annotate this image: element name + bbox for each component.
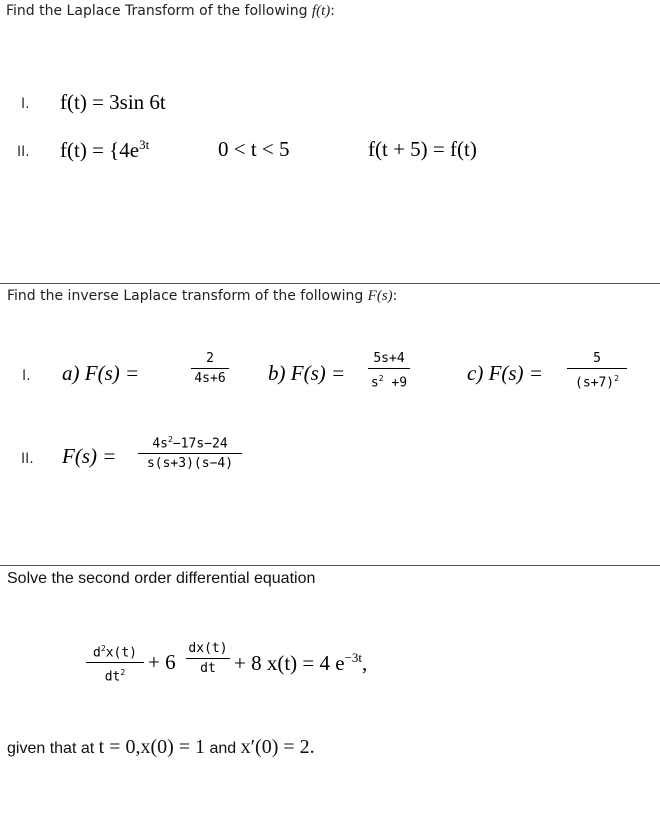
- initial-conditions: given that at t = 0,x(0) = 1 and x′(0) = 2.: [7, 736, 315, 758]
- s1-item1-numeral: I.: [21, 96, 30, 112]
- s1-item2-expression: $f(t) = \{4e^{3t}$: [60, 137, 150, 162]
- s2-part-a-fraction: [191, 351, 229, 386]
- ode-first-derivative: [186, 641, 230, 676]
- s2-part-a-numerator: 2: [206, 351, 214, 366]
- s2-item2-numerator: $4s^2-17s-24$: [152, 435, 228, 452]
- s1-item2-numeral: II.: [17, 144, 30, 160]
- ode-first-derivative-numerator: dx(t): [188, 641, 228, 656]
- s2-item2-fraction: [138, 432, 242, 471]
- s2-part-c-denominator: $(s+7)^2$: [575, 374, 619, 391]
- s2-part-c-numerator: 5: [593, 351, 601, 366]
- s2-part-a-fraction-bar: [191, 368, 229, 369]
- ode-second-derivative: [86, 641, 144, 685]
- section2-heading: Find the inverse Laplace transform of the following F(s):: [7, 288, 398, 304]
- s2-item2-label: F(s) =: [62, 444, 117, 468]
- ode-second-derivative-bar: [86, 662, 144, 663]
- divider-1: [0, 283, 660, 284]
- s1-item2-range: 0 < t < 5: [218, 137, 290, 161]
- section3-heading: Solve the second order differential equation: [7, 570, 316, 587]
- s2-item1-numeral: I.: [22, 368, 31, 384]
- s2-part-b-fraction-bar: [368, 368, 410, 369]
- s2-part-c-fraction-bar: [567, 368, 627, 369]
- s2-part-a-denominator: 4s+6: [194, 371, 226, 386]
- s2-item2-fraction-bar: [138, 453, 242, 454]
- s2-part-c-label: c) F(s) =: [467, 361, 543, 385]
- s2-item2-numeral: II.: [21, 451, 34, 467]
- s1-item2-periodic-condition: f(t + 5) = f(t): [368, 137, 477, 161]
- s2-part-b-denominator: $s^2 +9$: [370, 374, 408, 391]
- s2-item2-denominator: s(s+3)(s−4): [146, 456, 234, 472]
- s2-part-b-numerator: 5s+4: [373, 351, 405, 366]
- section1-heading: Find the Laplace Transform of the following f(t):: [6, 3, 335, 19]
- ode-first-derivative-denominator: dt: [200, 661, 216, 676]
- ode-right-side: + 8 x(t) = 4 $e^{-3t}$,: [234, 650, 368, 675]
- s2-part-a-label: a) F(s) =: [62, 361, 140, 385]
- s2-part-b-fraction: [368, 351, 410, 390]
- s2-part-c-fraction: [567, 351, 627, 390]
- s2-part-b-label: b) F(s) =: [268, 361, 346, 385]
- ode-second-derivative-numerator: $d^2x(t)$: [93, 644, 137, 661]
- divider-2: [0, 565, 660, 566]
- ode-second-derivative-denominator: $dt^2$: [104, 668, 126, 685]
- s1-item1-expression: f(t) = 3sin 6t: [60, 90, 166, 114]
- ode-plus-six: + 6: [148, 650, 176, 674]
- ode-first-derivative-bar: [186, 658, 230, 659]
